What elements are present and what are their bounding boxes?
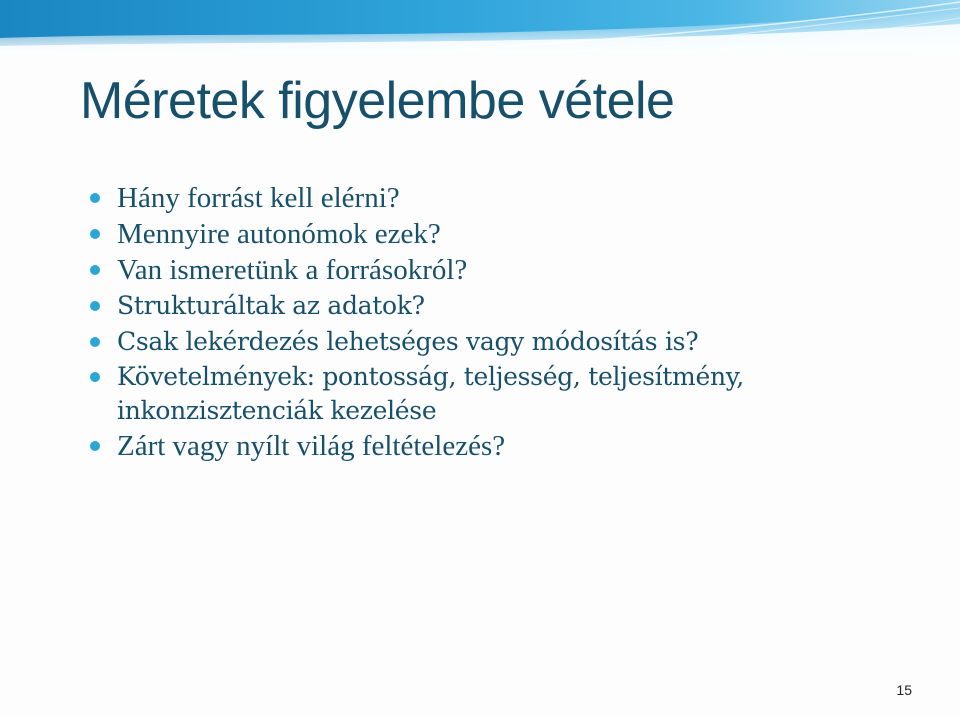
decorative-wave-band <box>0 0 960 52</box>
bullet-item <box>90 288 930 324</box>
bullet-item <box>90 360 930 428</box>
bullet-text-continuation: inkonzisztenciák kezelése <box>117 396 437 425</box>
bullet-text: Követelmények: pontosság, teljesség, teljesítmény, <box>117 362 744 391</box>
bullet-text: Csak lekérdezés lehetséges vagy módosítás is? <box>117 327 699 356</box>
bullet-item <box>90 252 930 288</box>
bullet-text: Zárt vagy nyílt világ feltételezés? <box>117 430 506 462</box>
bullet-dot-icon <box>90 229 100 239</box>
page-number: 15 <box>896 682 912 698</box>
bullet-dot-icon <box>90 372 100 382</box>
bullet-text: Mennyire autonómok ezek? <box>117 218 441 250</box>
slide-title: Méretek figyelembe vétele <box>80 72 675 130</box>
bullet-text: Hány forrást kell elérni? <box>117 182 400 214</box>
bullet-dot-icon <box>90 193 100 203</box>
bullet-item <box>90 180 930 216</box>
bullet-list <box>90 180 930 464</box>
bullet-dot-icon <box>90 441 100 451</box>
bullet-text: Van ismeretünk a forrásokról? <box>117 254 468 286</box>
bullet-item <box>90 428 930 464</box>
bullet-dot-icon <box>90 337 100 347</box>
bullet-item <box>90 216 930 252</box>
bullet-dot-icon <box>90 265 100 275</box>
bullet-text: Strukturáltak az adatok? <box>117 291 425 320</box>
bullet-item <box>90 324 930 360</box>
bullet-dot-icon <box>90 301 100 311</box>
